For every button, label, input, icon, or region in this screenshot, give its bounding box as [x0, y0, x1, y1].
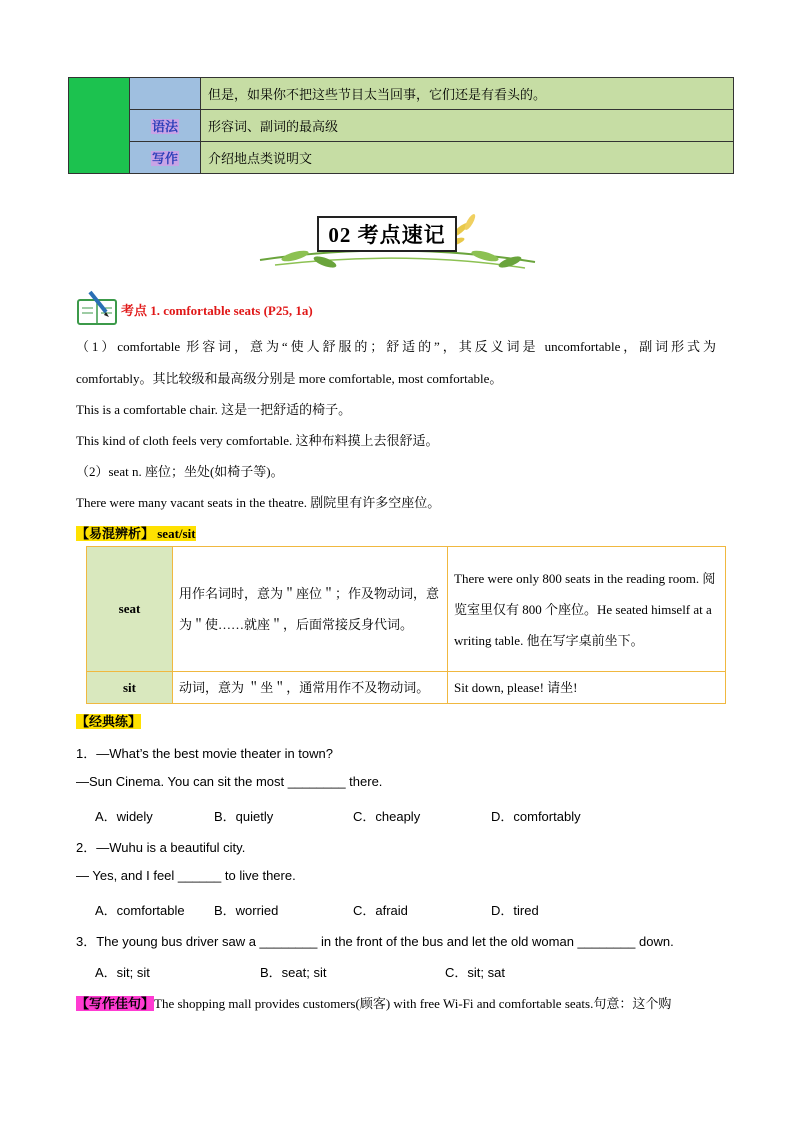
example-sit: Sit down, please! 请坐! — [448, 672, 726, 704]
q1-option-d: D．comfortably — [491, 809, 581, 824]
q1-option-b: B．quietly — [214, 809, 274, 824]
section-title: 02 考点速记 — [317, 216, 457, 252]
table-text-grammar: 形容词、副词的最高级 — [201, 110, 734, 142]
table-row — [87, 672, 726, 704]
confusion-label: 【易混辨析】 seat/sit — [76, 526, 196, 541]
kaodian-title: 考点 1. comfortable seats (P25, 1a) — [121, 303, 313, 318]
word-sit: sit — [87, 672, 173, 704]
q2-line1: 2．—Wuhu is a beautiful city. — [76, 840, 246, 855]
table-text-row1: 但是，如果你不把这些节目太当回事，它们还是有看头的。 — [201, 78, 734, 110]
practice-label: 【经典练】 — [76, 714, 142, 729]
table-side-cell — [69, 78, 130, 174]
kaodian-example-1: This is a comfortable chair. 这是一把舒适的椅子。 — [76, 402, 352, 417]
kaodian-p1-line2: comfortably。其比较级和最高级分别是 more comfortable, most comfortable。 — [76, 371, 503, 386]
example-seat: There were only 800 seats in the reading room. 阅览室里仅有 800 个座位。He seated himself at a writing table. 他在写字桌前坐下。 — [448, 547, 726, 672]
lesson-overview-table — [68, 77, 734, 174]
meaning-sit: 动词，意为 ＂坐＂，通常用作不及物动词。 — [173, 672, 448, 704]
table-text-writing: 介绍地点类说明文 — [201, 142, 734, 174]
writing-text: The shopping mall provides customers(顾客) with free Wi-Fi and comfortable seats.句意：这个购 — [154, 996, 672, 1011]
kaodian-p2: （2）seat n. 座位；坐处(如椅子等)。 — [76, 464, 284, 479]
meaning-seat: 用作名词时，意为＂座位＂；作及物动词，意为＂使……就座＂，后面常接反身代词。 — [173, 547, 448, 672]
q3-option-a: A．sit; sit — [95, 965, 150, 980]
q2-option-c: C．afraid — [353, 903, 408, 918]
q1-line1: 1．—What’s the best movie theater in town? — [76, 746, 333, 761]
writing-line — [76, 993, 671, 1012]
q3-option-b: B．seat; sit — [260, 965, 327, 980]
kaodian-example-2: This kind of cloth feels very comfortable. 这种布料摸上去很舒适。 — [76, 433, 439, 448]
word-seat: seat — [87, 547, 173, 672]
kaodian-p1-line1: （1）comfortable 形容词，意为“使人舒服的；舒适的”，其反义词是 uncomfortable，副词形式为 — [76, 339, 716, 354]
section-header — [255, 210, 539, 272]
kaodian-example-3: There were many vacant seats in the theatre. 剧院里有许多空座位。 — [76, 495, 441, 510]
q1-option-c: C．cheaply — [353, 809, 421, 824]
book-pencil-icon — [76, 288, 120, 326]
q1-option-a: A．widely — [95, 809, 153, 824]
q3-line1: 3．The young bus driver saw a ________ in the front of the bus and let the old woman ________ down. — [76, 934, 674, 949]
table-row — [87, 547, 726, 672]
q2-option-d: D．tired — [491, 903, 539, 918]
q2-line2: — Yes, and I feel ______ to live there. — [76, 868, 296, 883]
q2-option-a: A．comfortable — [95, 903, 185, 918]
q2-option-b: B．worried — [214, 903, 279, 918]
table-label-writing: 写作 — [130, 142, 201, 174]
table-label-cell — [130, 78, 201, 110]
q3-option-c: C．sit; sat — [445, 965, 505, 980]
seat-sit-table — [86, 546, 726, 704]
q1-line2: —Sun Cinema. You can sit the most ________ there. — [76, 774, 383, 789]
table-label-grammar: 语法 — [130, 110, 201, 142]
writing-label: 【写作佳句】 — [76, 996, 155, 1011]
